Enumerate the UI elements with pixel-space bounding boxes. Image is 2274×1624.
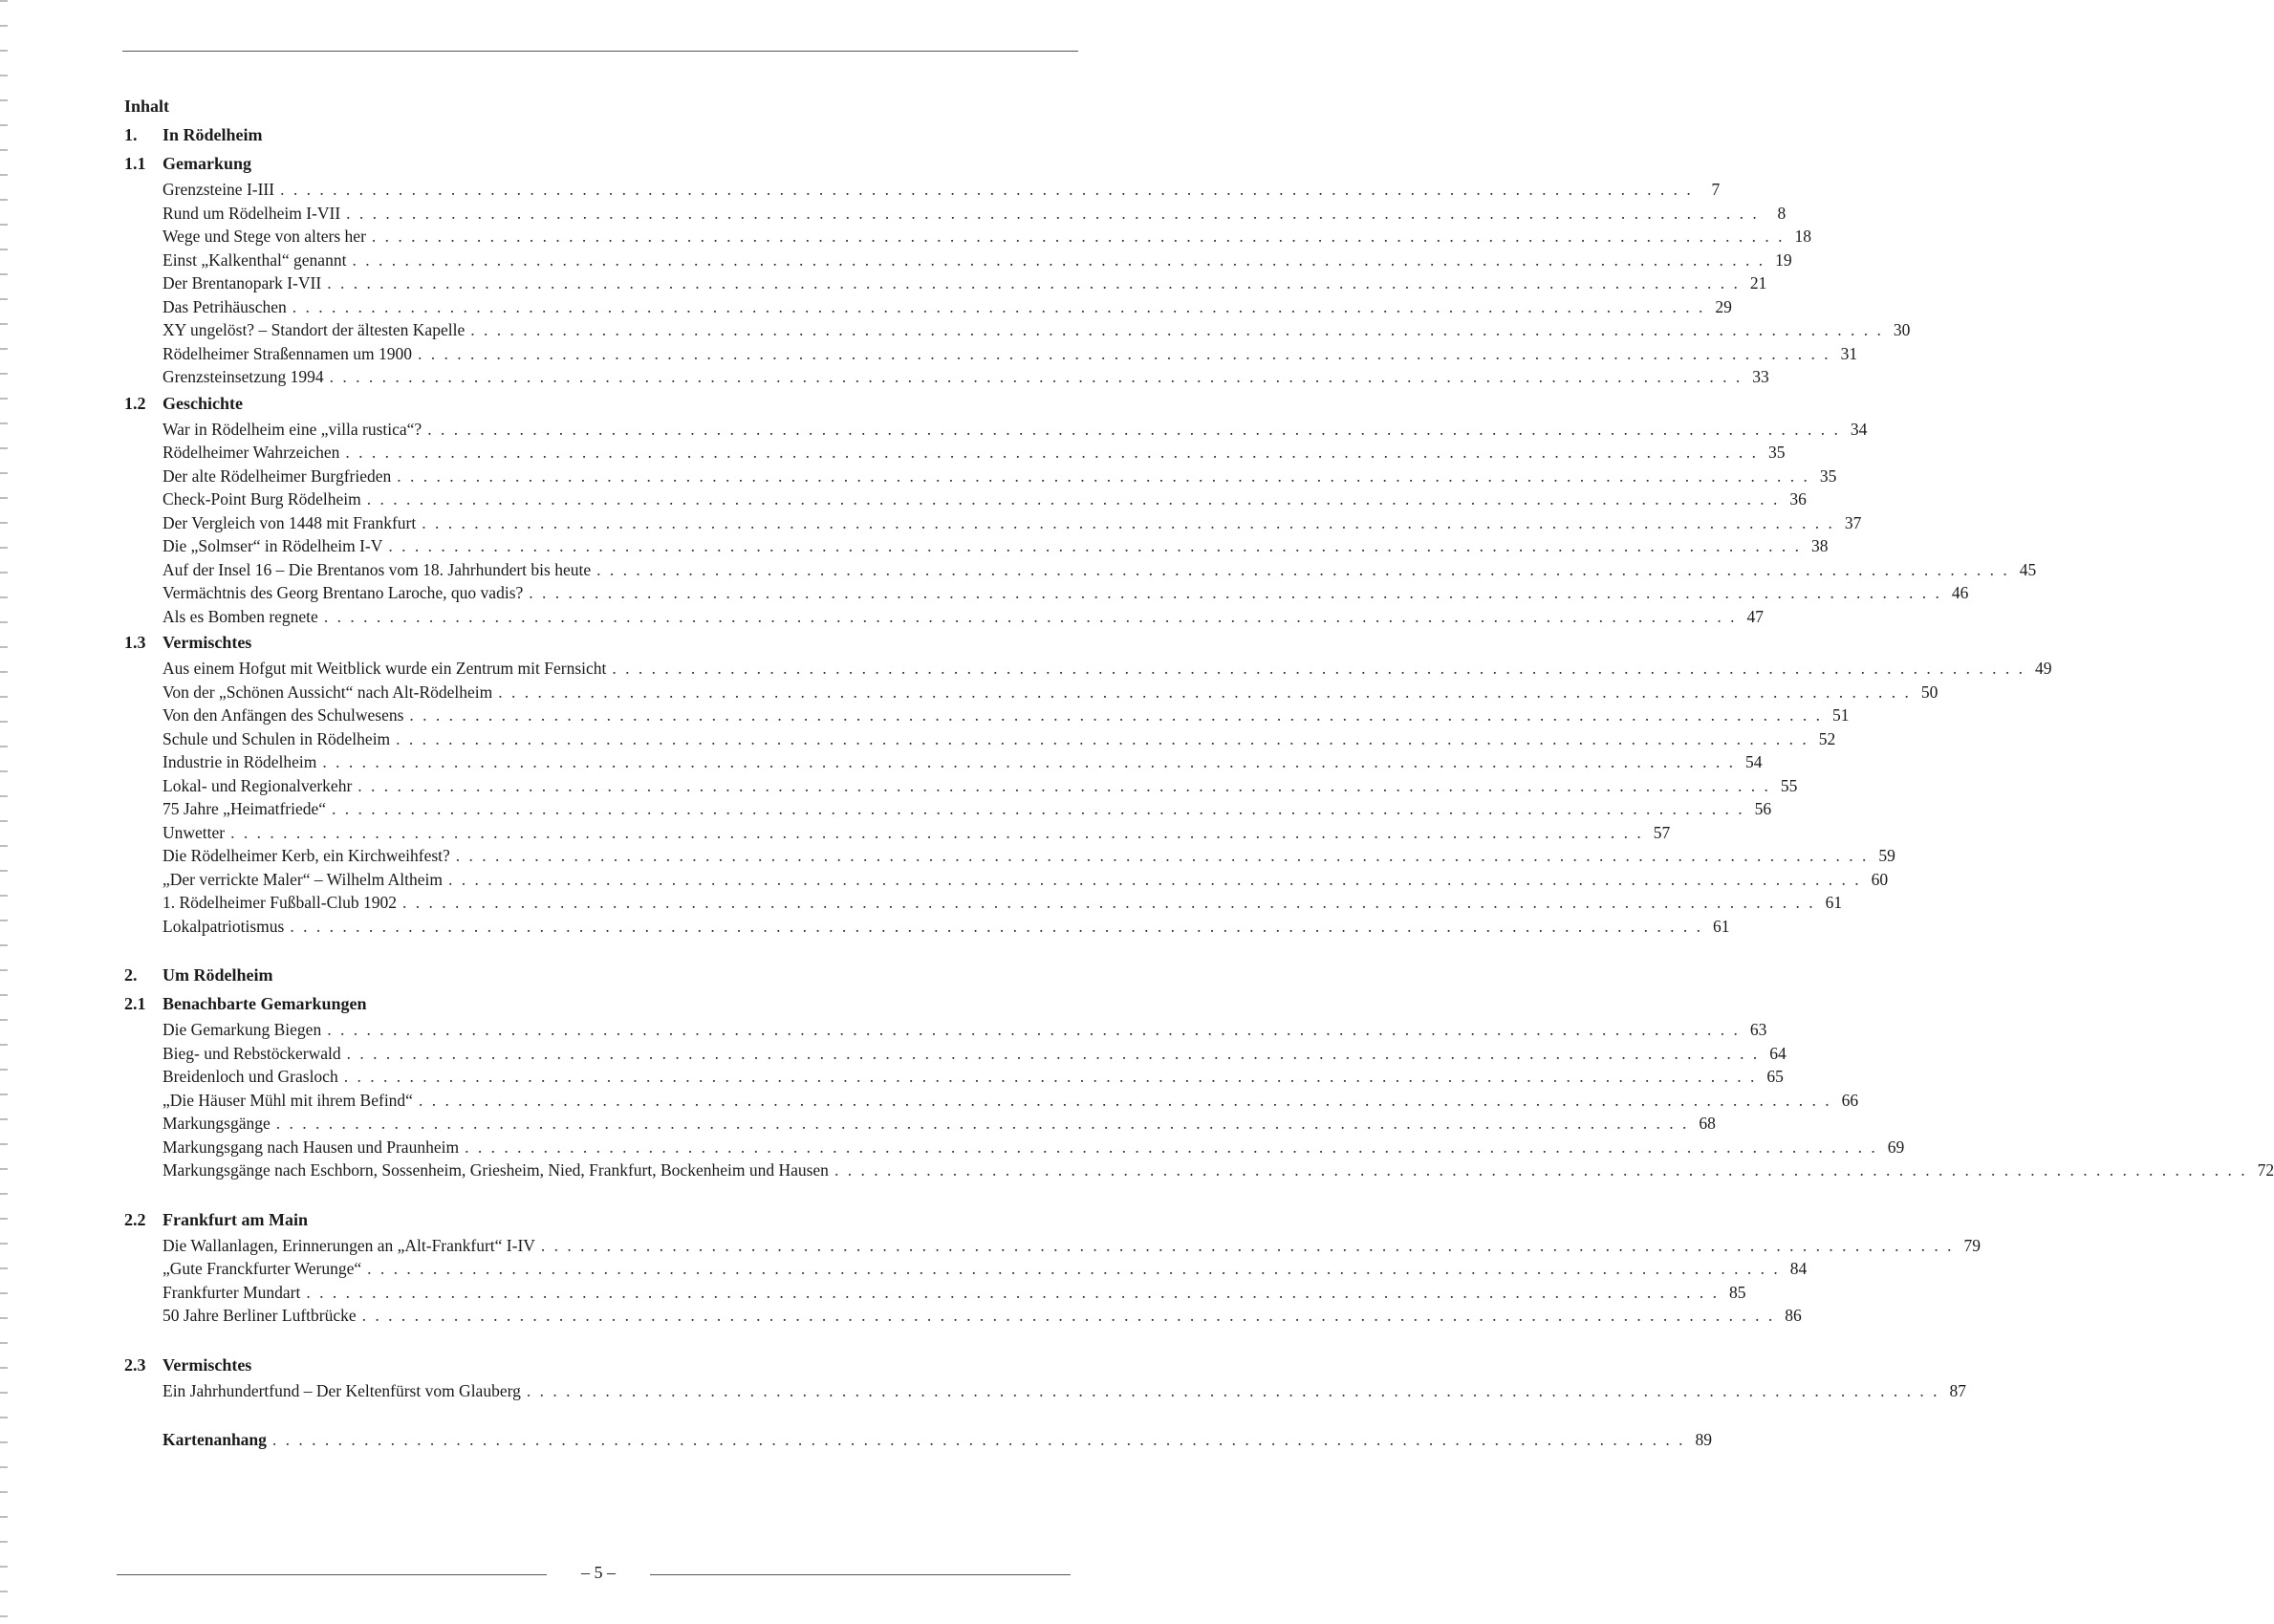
entry-title: Bieg- und Rebstöckerwald [162, 1043, 341, 1063]
toc-entry [162, 225, 1812, 249]
entry-page: 64 [1769, 1043, 1787, 1063]
entry-title: Check-Point Burg Rödelheim [162, 489, 361, 509]
entry-title: Markungsgänge [162, 1114, 271, 1133]
toc-entry [162, 511, 1862, 535]
toc-entry [162, 249, 1792, 272]
entry-page: 29 [1715, 296, 1732, 316]
dot-leader: . . . . . . . . . . . . . . . . . . . . . . . . . . . . . . . . . . . . . . . . . . . . . . . . . . . . . . . . . . . . . . . . . . . . . . . . . . . . . . . . . . . . . . . . . . . . . . . . . . . . . . . . . . . . [346, 1043, 1760, 1063]
toc-entry [162, 797, 1772, 821]
toc-entry [162, 1281, 1746, 1305]
entry-page: 31 [1840, 343, 1858, 363]
section-number: 1.3 [124, 633, 146, 652]
entry-page: 35 [1767, 443, 1786, 462]
entry-title: Einst „Kalkenthal“ genannt [162, 249, 347, 270]
binding-edge [0, 0, 8, 1624]
entry-title: Das Petrihäuschen [162, 296, 287, 316]
entry-page: 86 [1785, 1306, 1802, 1325]
dot-leader: . . . . . . . . . . . . . . . . . . . . . . . . . . . . . . . . . . . . . . . . . . . . . . . . . . . . . . . . . . . . . . . . . . . . . . . . . . . . . . . . . . . . . . . . . . . . . . . . . . . . . . . . . . . . [366, 489, 1780, 509]
top-rule [122, 51, 1078, 52]
dot-leader: . . . . . . . . . . . . . . . . . . . . . . . . . . . . . . . . . . . . . . . . . . . . . . . . . . . . . . . . . . . . . . . . . . . . . . . . . . . . . . . . . . . . . . . . . . . . . . . . . . . . . . . . . . . . [396, 728, 1809, 748]
appendix-entry [162, 1425, 1713, 1454]
section-number: 1. [124, 125, 138, 144]
entry-page: 69 [1887, 1137, 1905, 1157]
entry-title: Der Brentanopark I-VII [162, 273, 322, 292]
entry-title: Von den Anfängen des Schulwesens [162, 705, 404, 725]
toc-entry [162, 178, 1721, 202]
toc-entry [162, 581, 1969, 605]
dot-leader: . . . . . . . . . . . . . . . . . . . . . . . . . . . . . . . . . . . . . . . . . . . . . . . . . . . . . . . . . . . . . . . . . . . . . . . . . . . . . . . . . . . . . . . . . . . . . . . . . . . . . . . . . . . . [447, 869, 1862, 889]
section-title: Geschichte [162, 393, 243, 413]
entry-title: War in Rödelheim eine „villa rustica“? [162, 419, 422, 439]
entry-page: 21 [1749, 273, 1767, 292]
entry-title: Die „Solmser“ in Rödelheim I-V [162, 536, 383, 555]
entry-page: 19 [1775, 249, 1792, 270]
dot-leader: . . . . . . . . . . . . . . . . . . . . . . . . . . . . . . . . . . . . . . . . . . . . . . . . . . . . . . . . . . . . . . . . . . . . . . . . . . . . . . . . . . . . . . . . . . . . . . . . . . . . . . . . . . . . [275, 1114, 1689, 1133]
entry-page: 33 [1752, 367, 1769, 386]
section-title: Vermischtes [162, 633, 252, 652]
section-heading [124, 989, 1071, 1018]
appendix-title: Kartenanhang [162, 1430, 267, 1449]
section-heading [124, 1205, 1071, 1234]
entry-title: Rund um Rödelheim I-VII [162, 203, 341, 223]
dot-leader: . . . . . . . . . . . . . . . . . . . . . . . . . . . . . . . . . . . . . . . . . . . . . . . . . . . . . . . . . . . . . . . . . . . . . . . . . . . . . . . . . . . . . . . . . . . . . . . . . . . . . . . . . . . . [327, 1020, 1741, 1039]
toc-entry [162, 704, 1850, 727]
entry-title: Grenzsteinsetzung 1994 [162, 367, 324, 386]
dot-leader: . . . . . . . . . . . . . . . . . . . . . . . . . . . . . . . . . . . . . . . . . . . . . . . . . . . . . . . . . . . . . . . . . . . . . . . . . . . . . . . . . . . . . . . . . . . . . . . . . . . . . . . . . . . . [409, 705, 1823, 725]
toc-entry [162, 418, 1868, 442]
toc-entry [162, 534, 1829, 558]
toc-entry [162, 1136, 1905, 1159]
entry-page: 37 [1844, 512, 1862, 532]
dot-leader: . . . . . . . . . . . . . . . . . . . . . . . . . . . . . . . . . . . . . . . . . . . . . . . . . . . . . . . . . . . . . . . . . . . . . . . . . . . . . . . . . . . . . . . . . . . . . . . . . . . . . . . . . . . . [529, 583, 1942, 602]
section-number: 1.1 [124, 154, 146, 173]
toc-entry [162, 318, 1911, 342]
dot-leader: . . . . . . . . . . . . . . . . . . . . . . . . . . . . . . . . . . . . . . . . . . . . . . . . . . . . . . . . . . . . . . . . . . . . . . . . . . . . . . . . . . . . . . . . . . . . . . . . . . . . . . . . . . . . [271, 1430, 1686, 1449]
dot-leader: . . . . . . . . . . . . . . . . . . . . . . . . . . . . . . . . . . . . . . . . . . . . . . . . . . . . . . . . . . . . . . . . . . . . . . . . . . . . . . . . . . . . . . . . . . . . . . . . . . . . . . . . . . . . [323, 606, 1737, 626]
entry-title: Rödelheimer Straßennamen um 1900 [162, 343, 412, 363]
toc-entry [162, 1112, 1716, 1136]
entry-page: 63 [1749, 1020, 1767, 1039]
entry-title: Breidenloch und Grasloch [162, 1067, 338, 1086]
dot-leader: . . . . . . . . . . . . . . . . . . . . . . . . . . . . . . . . . . . . . . . . . . . . . . . . . . . . . . . . . . . . . . . . . . . . . . . . . . . . . . . . . . . . . . . . . . . . . . . . . . . . . . . . . . . . [540, 1235, 1955, 1255]
entry-page: 49 [2035, 659, 2052, 678]
entry-page: 50 [1920, 682, 1938, 702]
entry-list [124, 1234, 1982, 1328]
entry-title: Als es Bomben regnete [162, 606, 318, 626]
dot-leader: . . . . . . . . . . . . . . . . . . . . . . . . . . . . . . . . . . . . . . . . . . . . . . . . . . . . . . . . . . . . . . . . . . . . . . . . . . . . . . . . . . . . . . . . . . . . . . . . . . . . . . . . . . . . [427, 419, 1841, 439]
toc-entry [162, 774, 1798, 798]
toc-entry [162, 750, 1763, 774]
toc-entry [162, 844, 1895, 868]
entry-title: „Die Häuser Mühl mit ihrem Befind“ [162, 1090, 413, 1110]
toc-entry [162, 1158, 2274, 1182]
entry-list [124, 178, 1911, 389]
entry-title: Rödelheimer Wahrzeichen [162, 443, 340, 462]
entry-page: 34 [1850, 419, 1868, 439]
entry-page: 55 [1780, 775, 1798, 795]
toc-heading: Inhalt [124, 97, 170, 116]
dot-leader: . . . . . . . . . . . . . . . . . . . . . . . . . . . . . . . . . . . . . . . . . . . . . . . . . . . . . . . . . . . . . . . . . . . . . . . . . . . . . . . . . . . . . . . . . . . . . . . . . . . . . . . . . . . . [345, 443, 1759, 462]
section-title: Vermischtes [162, 1354, 252, 1375]
entry-page: 46 [1951, 583, 1969, 602]
dot-leader: . . . . . . . . . . . . . . . . . . . . . . . . . . . . . . . . . . . . . . . . . . . . . . . . . . . . . . . . . . . . . . . . . . . . . . . . . . . . . . . . . . . . . . . . . . . . . . . . . . . . . . . . . . . . [343, 1067, 1757, 1086]
entry-page: 30 [1893, 320, 1911, 339]
section-heading [124, 149, 1071, 178]
toc-entry [162, 465, 1837, 488]
dot-leader: . . . . . . . . . . . . . . . . . . . . . . . . . . . . . . . . . . . . . . . . . . . . . . . . . . . . . . . . . . . . . . . . . . . . . . . . . . . . . . . . . . . . . . . . . . . . . . . . . . . . . . . . . . . . [367, 1259, 1781, 1278]
entry-page: 85 [1728, 1282, 1746, 1302]
dot-leader: . . . . . . . . . . . . . . . . . . . . . . . . . . . . . . . . . . . . . . . . . . . . . . . . . . . . . . . . . . . . . . . . . . . . . . . . . . . . . . . . . . . . . . . . . . . . . . . . . . . . . . . . . . . . [470, 320, 1884, 339]
entry-page: 72 [2257, 1160, 2274, 1180]
entry-title: Lokalpatriotismus [162, 916, 285, 936]
entry-title: „Gute Franckfurter Werunge“ [162, 1259, 362, 1278]
toc-entry [162, 1257, 1808, 1281]
table-of-contents [124, 92, 2274, 1454]
toc-entry [162, 1089, 1859, 1113]
entry-title: Vermächtnis des Georg Brentano Laroche, quo vadis? [162, 583, 524, 602]
entry-page: 65 [1766, 1067, 1784, 1086]
section-title: Gemarkung [162, 154, 252, 173]
appendix-page: 89 [1695, 1430, 1713, 1449]
dot-leader: . . . . . . . . . . . . . . . . . . . . . . . . . . . . . . . . . . . . . . . . . . . . . . . . . . . . . . . . . . . . . . . . . . . . . . . . . . . . . . . . . . . . . . . . . . . . . . . . . . . . . . . . . . . . [498, 682, 1912, 702]
page-number: – 5 – [581, 1563, 616, 1582]
entry-page: 35 [1819, 466, 1837, 486]
section-heading [124, 628, 1071, 657]
entry-page: 79 [1963, 1235, 1982, 1255]
footer-rule [650, 1574, 1071, 1575]
dot-leader: . . . . . . . . . . . . . . . . . . . . . . . . . . . . . . . . . . . . . . . . . . . . . . . . . . . . . . . . . . . . . . . . . . . . . . . . . . . . . . . . . . . . . . . . . . . . . . . . . . . . . . . . . . . . [401, 893, 1816, 912]
entry-title: Industrie in Rödelheim [162, 752, 317, 771]
entry-page: 52 [1818, 728, 1836, 748]
entry-page: 54 [1745, 752, 1763, 771]
entry-title: Lokal- und Regionalverkehr [162, 775, 353, 795]
dot-leader: . . . . . . . . . . . . . . . . . . . . . . . . . . . . . . . . . . . . . . . . . . . . . . . . . . . . . . . . . . . . . . . . . . . . . . . . . . . . . . . . . . . . . . . . . . . . . . . . . . . . . . . . . . . . [834, 1160, 2248, 1180]
dot-leader: . . . . . . . . . . . . . . . . . . . . . . . . . . . . . . . . . . . . . . . . . . . . . . . . . . . . . . . . . . . . . . . . . . . . . . . . . . . . . . . . . . . . . . . . . . . . . . . . . . . . . . . . . . . . [322, 752, 1736, 771]
entry-title: Die Wallanlagen, Erinnerungen an „Alt-Frankfurt“ I-IV [162, 1235, 535, 1255]
dot-leader: . . . . . . . . . . . . . . . . . . . . . . . . . . . . . . . . . . . . . . . . . . . . . . . . . . . . . . . . . . . . . . . . . . . . . . . . . . . . . . . . . . . . . . . . . . . . . . . . . . . . . . . . . . . . [465, 1137, 1878, 1157]
entry-page: 47 [1746, 606, 1764, 626]
dot-leader: . . . . . . . . . . . . . . . . . . . . . . . . . . . . . . . . . . . . . . . . . . . . . . . . . . . . . . . . . . . . . . . . . . . . . . . . . . . . . . . . . . . . . . . . . . . . . . . . . . . . . . . . . . . . [357, 775, 1771, 795]
section-heading [124, 389, 1071, 418]
entry-page: 38 [1811, 536, 1829, 555]
toc-entry [162, 295, 1732, 319]
toc-entry [162, 915, 1730, 939]
toc-entry [162, 365, 1769, 389]
dot-leader: . . . . . . . . . . . . . . . . . . . . . . . . . . . . . . . . . . . . . . . . . . . . . . . . . . . . . . . . . . . . . . . . . . . . . . . . . . . . . . . . . . . . . . . . . . . . . . . . . . . . . . . . . . . . [306, 1282, 1720, 1302]
entry-page: 61 [1712, 916, 1730, 936]
entry-list [124, 1018, 2274, 1182]
dot-leader: . . . . . . . . . . . . . . . . . . . . . . . . . . . . . . . . . . . . . . . . . . . . . . . . . . . . . . . . . . . . . . . . . . . . . . . . . . . . . . . . . . . . . . . . . . . . . . . . . . . . . . . . . . . . [230, 822, 1644, 842]
entry-title: Frankfurter Mundart [162, 1282, 301, 1302]
dot-leader: . . . . . . . . . . . . . . . . . . . . . . . . . . . . . . . . . . . . . . . . . . . . . . . . . . . . . . . . . . . . . . . . . . . . . . . . . . . . . . . . . . . . . . . . . . . . . . . . . . . . . . . . . . . . [329, 367, 1743, 386]
dot-leader: . . . . . . . . . . . . . . . . . . . . . . . . . . . . . . . . . . . . . . . . . . . . . . . . . . . . . . . . . . . . . . . . . . . . . . . . . . . . . . . . . . . . . . . . . . . . . . . . . . . . . . . . . . . . [371, 227, 1786, 246]
toc-entry [162, 605, 1764, 629]
section-number: 2.2 [124, 1209, 146, 1229]
entry-page: 60 [1871, 869, 1889, 889]
entry-title: 1. Rödelheimer Fußball-Club 1902 [162, 893, 397, 912]
dot-leader: . . . . . . . . . . . . . . . . . . . . . . . . . . . . . . . . . . . . . . . . . . . . . . . . . . . . . . . . . . . . . . . . . . . . . . . . . . . . . . . . . . . . . . . . . . . . . . . . . . . . . . . . . . . . [596, 559, 2010, 579]
section-number: 2.3 [124, 1354, 146, 1375]
toc-entry [162, 868, 1889, 892]
section-number: 2. [124, 965, 138, 985]
section-number: 1.2 [124, 393, 146, 413]
dot-leader: . . . . . . . . . . . . . . . . . . . . . . . . . . . . . . . . . . . . . . . . . . . . . . . . . . . . . . . . . . . . . . . . . . . . . . . . . . . . . . . . . . . . . . . . . . . . . . . . . . . . . . . . . . . . [292, 296, 1705, 316]
dot-leader: . . . . . . . . . . . . . . . . . . . . . . . . . . . . . . . . . . . . . . . . . . . . . . . . . . . . . . . . . . . . . . . . . . . . . . . . . . . . . . . . . . . . . . . . . . . . . . . . . . . . . . . . . . . . [388, 536, 1802, 555]
entry-title: Grenzsteine I-III [162, 180, 275, 199]
dot-leader: . . . . . . . . . . . . . . . . . . . . . . . . . . . . . . . . . . . . . . . . . . . . . . . . . . . . . . . . . . . . . . . . . . . . . . . . . . . . . . . . . . . . . . . . . . . . . . . . . . . . . . . . . . . . [612, 659, 2025, 678]
entry-page: 57 [1653, 822, 1671, 842]
entry-page: 36 [1789, 489, 1807, 509]
entry-title: 50 Jahre Berliner Luftbrücke [162, 1306, 357, 1325]
entry-title: Der Vergleich von 1448 mit Frankfurt [162, 512, 417, 532]
entry-list [124, 418, 2037, 629]
toc-entry [162, 441, 1786, 465]
dot-leader: . . . . . . . . . . . . . . . . . . . . . . . . . . . . . . . . . . . . . . . . . . . . . . . . . . . . . . . . . . . . . . . . . . . . . . . . . . . . . . . . . . . . . . . . . . . . . . . . . . . . . . . . . . . . [280, 180, 1694, 199]
toc-entry [162, 891, 1843, 915]
section-title: Benachbarte Gemarkungen [162, 994, 367, 1013]
entry-title: 75 Jahre „Heimatfriede“ [162, 799, 327, 818]
dot-leader: . . . . . . . . . . . . . . . . . . . . . . . . . . . . . . . . . . . . . . . . . . . . . . . . . . . . . . . . . . . . . . . . . . . . . . . . . . . . . . . . . . . . . . . . . . . . . . . . . . . . . . . . . . . . [361, 1306, 1775, 1325]
toc-entry [162, 681, 1938, 704]
entry-page: 68 [1699, 1114, 1716, 1133]
entry-title: Von der „Schönen Aussicht“ nach Alt-Rödelheim [162, 682, 493, 702]
section-heading [124, 120, 1071, 149]
entry-page: 18 [1794, 227, 1812, 246]
toc-entry [162, 1042, 1787, 1066]
entry-page: 8 [1777, 203, 1787, 223]
entry-list [124, 1379, 1966, 1403]
toc-entry [162, 657, 2052, 681]
toc-entry [162, 1234, 1982, 1258]
toc-entry [162, 487, 1807, 511]
entry-title: Schule und Schulen in Rödelheim [162, 728, 391, 748]
toc-entry [162, 271, 1767, 295]
toc-entry [162, 821, 1671, 845]
entry-page: 59 [1878, 846, 1895, 865]
entry-title: Die Rödelheimer Kerb, ein Kirchweihfest? [162, 846, 450, 865]
section-title: Um Rödelheim [162, 965, 273, 985]
entry-title: Ein Jahrhundertfund – Der Keltenfürst vom Glauberg [162, 1380, 521, 1400]
entry-title: Auf der Insel 16 – Die Brentanos vom 18. Jahrhundert bis heute [162, 559, 592, 579]
toc-entry [162, 558, 2037, 582]
section-number: 2.1 [124, 994, 146, 1013]
entry-page: 87 [1949, 1380, 1966, 1400]
toc-entry [162, 342, 1858, 366]
entry-page: 45 [2019, 559, 2037, 579]
entry-page: 7 [1711, 180, 1721, 199]
entry-title: Wege und Stege von alters her [162, 227, 366, 246]
entry-list [124, 657, 2052, 938]
entry-title: Aus einem Hofgut mit Weitblick wurde ein Zentrum mit Fernsicht [162, 659, 607, 678]
entry-title: Der alte Rödelheimer Burgfrieden [162, 466, 392, 486]
dot-leader: . . . . . . . . . . . . . . . . . . . . . . . . . . . . . . . . . . . . . . . . . . . . . . . . . . . . . . . . . . . . . . . . . . . . . . . . . . . . . . . . . . . . . . . . . . . . . . . . . . . . . . . . . . . . [352, 249, 1765, 270]
dot-leader: . . . . . . . . . . . . . . . . . . . . . . . . . . . . . . . . . . . . . . . . . . . . . . . . . . . . . . . . . . . . . . . . . . . . . . . . . . . . . . . . . . . . . . . . . . . . . . . . . . . . . . . . . . . . [332, 799, 1745, 818]
entry-title: Unwetter [162, 822, 226, 842]
section-title: In Rödelheim [162, 125, 263, 144]
entry-page: 56 [1754, 799, 1772, 818]
toc-entry [162, 1018, 1767, 1042]
entry-title: Markungsgang nach Hausen und Praunheim [162, 1137, 460, 1157]
entry-title: XY ungelöst? – Standort der ältesten Kapelle [162, 320, 466, 339]
entry-title: „Der verrickte Maler“ – Wilhelm Altheim [162, 869, 443, 889]
dot-leader: . . . . . . . . . . . . . . . . . . . . . . . . . . . . . . . . . . . . . . . . . . . . . . . . . . . . . . . . . . . . . . . . . . . . . . . . . . . . . . . . . . . . . . . . . . . . . . . . . . . . . . . . . . . . [418, 1090, 1832, 1110]
dot-leader: . . . . . . . . . . . . . . . . . . . . . . . . . . . . . . . . . . . . . . . . . . . . . . . . . . . . . . . . . . . . . . . . . . . . . . . . . . . . . . . . . . . . . . . . . . . . . . . . . . . . . . . . . . . . [417, 343, 1831, 363]
section-title: Frankfurt am Main [162, 1209, 308, 1229]
dot-leader: . . . . . . . . . . . . . . . . . . . . . . . . . . . . . . . . . . . . . . . . . . . . . . . . . . . . . . . . . . . . . . . . . . . . . . . . . . . . . . . . . . . . . . . . . . . . . . . . . . . . . . . . . . . . [397, 466, 1810, 486]
entry-page: 61 [1825, 893, 1843, 912]
footer-rule [117, 1574, 547, 1575]
toc-entry [162, 202, 1787, 226]
entry-title: Markungsgänge nach Eschborn, Sossenheim, Griesheim, Nied, Frankfurt, Bockenheim und Hausen [162, 1160, 829, 1180]
toc-entry [162, 1304, 1802, 1328]
dot-leader: . . . . . . . . . . . . . . . . . . . . . . . . . . . . . . . . . . . . . . . . . . . . . . . . . . . . . . . . . . . . . . . . . . . . . . . . . . . . . . . . . . . . . . . . . . . . . . . . . . . . . . . . . . . . [290, 916, 1703, 936]
entry-page: 84 [1789, 1259, 1808, 1278]
section-heading [124, 1351, 1071, 1379]
dot-leader: . . . . . . . . . . . . . . . . . . . . . . . . . . . . . . . . . . . . . . . . . . . . . . . . . . . . . . . . . . . . . . . . . . . . . . . . . . . . . . . . . . . . . . . . . . . . . . . . . . . . . . . . . . . . [526, 1380, 1939, 1400]
entry-page: 51 [1832, 705, 1850, 725]
dot-leader: . . . . . . . . . . . . . . . . . . . . . . . . . . . . . . . . . . . . . . . . . . . . . . . . . . . . . . . . . . . . . . . . . . . . . . . . . . . . . . . . . . . . . . . . . . . . . . . . . . . . . . . . . . . . [327, 273, 1741, 292]
dot-leader: . . . . . . . . . . . . . . . . . . . . . . . . . . . . . . . . . . . . . . . . . . . . . . . . . . . . . . . . . . . . . . . . . . . . . . . . . . . . . . . . . . . . . . . . . . . . . . . . . . . . . . . . . . . . [422, 512, 1835, 532]
section-heading [124, 961, 1071, 989]
toc-entry [162, 1379, 1966, 1403]
toc-entry [162, 727, 1836, 751]
entry-page: 66 [1841, 1090, 1859, 1110]
entry-title: Die Gemarkung Biegen [162, 1020, 322, 1039]
dot-leader: . . . . . . . . . . . . . . . . . . . . . . . . . . . . . . . . . . . . . . . . . . . . . . . . . . . . . . . . . . . . . . . . . . . . . . . . . . . . . . . . . . . . . . . . . . . . . . . . . . . . . . . . . . . . [346, 203, 1760, 223]
dot-leader: . . . . . . . . . . . . . . . . . . . . . . . . . . . . . . . . . . . . . . . . . . . . . . . . . . . . . . . . . . . . . . . . . . . . . . . . . . . . . . . . . . . . . . . . . . . . . . . . . . . . . . . . . . . . [455, 846, 1869, 865]
toc-entry [162, 1065, 1784, 1089]
